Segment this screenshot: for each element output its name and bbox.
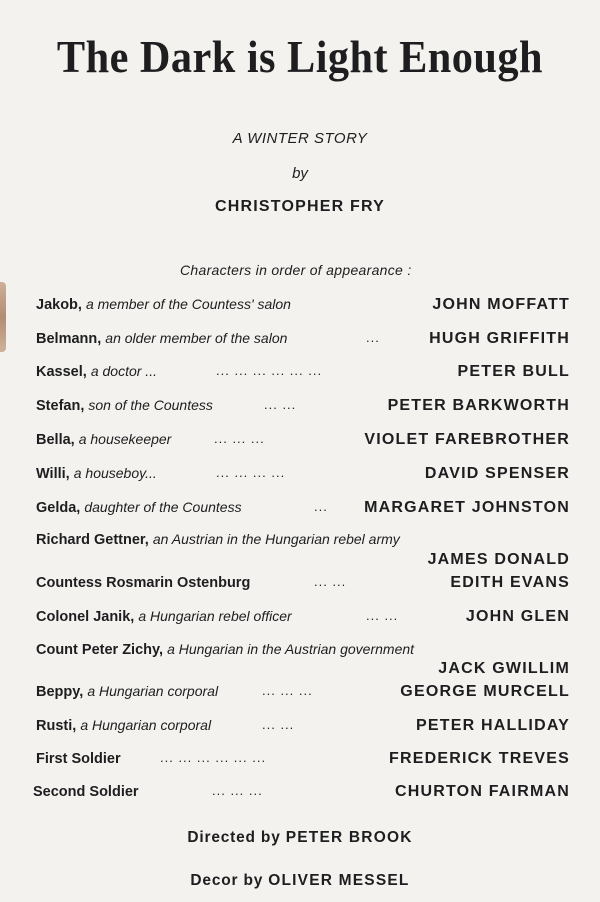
page-stain xyxy=(0,282,6,352)
credit-label: Directed by xyxy=(187,829,281,846)
leader-dots: ... ... ... xyxy=(214,431,265,446)
leader-dots: ... ... ... ... ... ... xyxy=(160,750,267,765)
credit-label: Decor by xyxy=(190,872,264,889)
character xyxy=(36,531,400,548)
leader-dots: ... ... xyxy=(262,717,295,732)
character-description: a Hungarian rebel officer xyxy=(138,608,292,624)
character-name: Beppy, xyxy=(36,684,84,700)
cast-row xyxy=(33,783,570,805)
actor-name: PETER BARKWORTH xyxy=(387,397,570,414)
actor-name: FREDERICK TREVES xyxy=(389,750,570,767)
character-name: Richard Gettner, xyxy=(36,532,149,548)
actor-name: GEORGE MURCELL xyxy=(400,683,570,700)
character-description: a housekeeper xyxy=(78,431,172,447)
leader-dots: ... ... xyxy=(314,574,347,589)
character xyxy=(36,608,292,625)
character xyxy=(36,431,171,448)
play-title: The Dark is Light Enough xyxy=(56,31,544,82)
actor-name: PETER HALLIDAY xyxy=(415,717,570,734)
cast-row xyxy=(36,296,570,318)
cast-row xyxy=(36,608,570,630)
character-name: Count Peter Zichy, xyxy=(36,642,164,658)
character-name: Bella, xyxy=(36,432,75,448)
cast-row-actor xyxy=(36,551,570,573)
leader-dots: ... xyxy=(314,499,328,514)
cast-row xyxy=(36,499,570,521)
character-name: Belmann, xyxy=(36,331,102,347)
cast-row xyxy=(36,397,570,419)
credit-name: PETER BROOK xyxy=(285,829,413,846)
actor-name: HUGH GRIFFITH xyxy=(429,330,570,347)
character-description: a member of the Countess' salon xyxy=(85,296,291,312)
character xyxy=(36,750,121,767)
character xyxy=(36,683,218,700)
character-description: an Austrian in the Hungarian rebel army xyxy=(152,531,400,547)
character-name: Countess Rosmarin Ostenburg xyxy=(36,575,251,591)
characters-heading: Characters in order of appearance : xyxy=(180,262,412,278)
character xyxy=(36,397,213,414)
character xyxy=(36,330,287,347)
cast-row xyxy=(36,750,570,772)
actor-name: JOHN MOFFATT xyxy=(432,296,570,313)
actor-name: VIOLET FAREBROTHER xyxy=(364,431,570,448)
character xyxy=(33,783,139,800)
cast-row xyxy=(36,465,570,487)
character-name: Gelda, xyxy=(36,500,81,516)
cast-row-actor xyxy=(36,660,570,682)
leader-dots: ... ... ... ... ... ... xyxy=(216,363,323,378)
character-name: Jakob, xyxy=(36,297,82,313)
character-name: Rusti, xyxy=(36,718,77,734)
leader-dots: ... ... ... xyxy=(212,783,263,798)
play-subtitle: A WINTER STORY xyxy=(232,130,368,147)
leader-dots: ... ... xyxy=(264,397,297,412)
character xyxy=(36,296,291,313)
character-description: a houseboy... xyxy=(73,465,157,481)
actor-name: MARGARET JOHNSTON xyxy=(364,499,570,516)
leader-dots: ... ... xyxy=(366,608,399,623)
leader-dots: ... ... ... ... xyxy=(216,465,286,480)
character xyxy=(36,499,242,516)
character-description: an older member of the salon xyxy=(105,330,288,346)
character-name: First Soldier xyxy=(36,751,121,767)
cast-row xyxy=(36,431,570,453)
cast-row xyxy=(36,717,570,739)
actor-name: DAVID SPENSER xyxy=(424,465,570,482)
character-description: daughter of the Countess xyxy=(84,499,242,515)
leader-dots: ... ... ... xyxy=(262,683,313,698)
character-name: Second Soldier xyxy=(33,784,139,800)
director-credit xyxy=(0,829,600,847)
actor-name: EDITH EVANS xyxy=(450,574,570,591)
character-name: Stefan, xyxy=(36,398,85,414)
character xyxy=(36,363,157,380)
character xyxy=(36,574,250,591)
character-description: a Hungarian in the Austrian government xyxy=(167,641,415,657)
character xyxy=(36,465,157,482)
actor-name: JAMES DONALD xyxy=(427,551,570,568)
cast-row xyxy=(36,330,570,352)
character-name: Willi, xyxy=(36,466,70,482)
character xyxy=(36,717,211,734)
actor-name: CHURTON FAIRMAN xyxy=(394,783,570,800)
leader-dots: ... xyxy=(366,330,380,345)
cast-row xyxy=(36,683,570,705)
cast-row xyxy=(36,574,570,596)
character-description: a doctor ... xyxy=(90,363,157,379)
character-description: son of the Countess xyxy=(88,397,213,413)
credit-name: OLIVER MESSEL xyxy=(268,872,410,889)
author-name: CHRISTOPHER FRY xyxy=(214,198,385,215)
cast-row xyxy=(36,531,570,553)
character-description: a Hungarian corporal xyxy=(87,683,219,699)
decor-credit xyxy=(0,872,600,890)
actor-name: JOHN GLEN xyxy=(465,608,570,625)
character-name: Colonel Janik, xyxy=(36,609,135,625)
cast-row xyxy=(36,363,570,385)
by-label: by xyxy=(292,165,308,182)
character-name: Kassel, xyxy=(36,364,87,380)
character xyxy=(36,641,414,658)
character-description: a Hungarian corporal xyxy=(80,717,212,733)
actor-name: PETER BULL xyxy=(457,363,570,380)
actor-name: JACK GWILLIM xyxy=(438,660,570,677)
